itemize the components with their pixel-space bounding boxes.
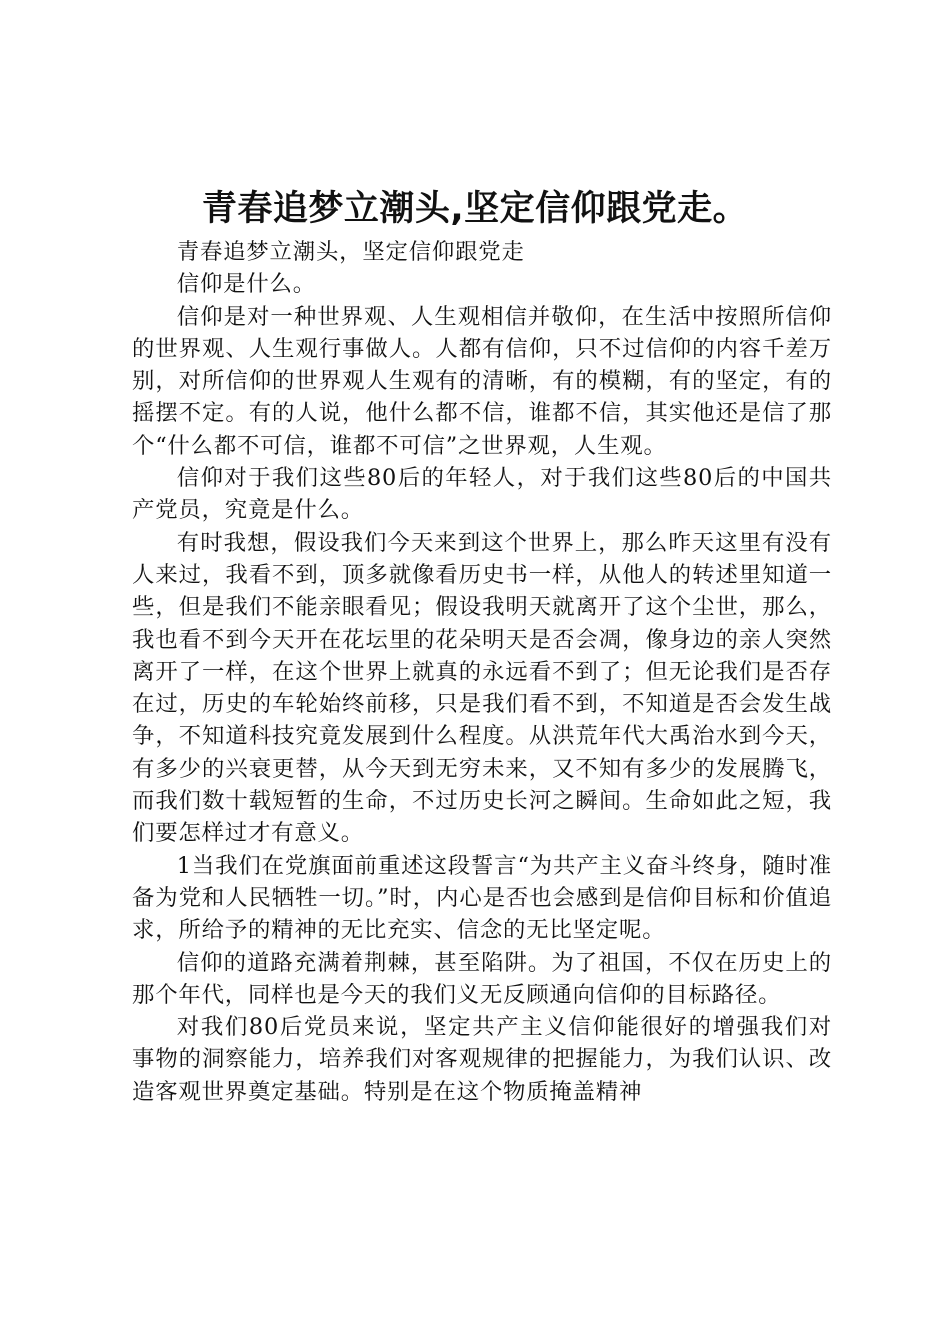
paragraph: 信仰是什么。 (176, 271, 316, 298)
paragraph: 信仰对于我们这些80后的年轻人，对于我们这些80后的中国共产党员，究竟是什么。 (132, 465, 832, 524)
paragraph: 对我们80后党员来说，坚定共产主义信仰能很好的增强我们对事物的洞察能力，培养我们对客观规律的把握能力，为我们认识、改造客观世界奠定基础。特别是在这个物质掩盖精神 (132, 1014, 832, 1105)
paragraph: 信仰的道路充满着荆棘，甚至陷阱。为了祖国，不仅在历史上的那个年代，同样也是今天的我们义无反顾通向信仰的目标路径。 (132, 949, 832, 1008)
paragraph: 信仰是对一种世界观、人生观相信并敬仰，在生活中按照所信仰的世界观、人生观行事做人。人都有信仰，只不过信仰的内容千差万别，对所信仰的世界观人生观有的清晰，有的模糊，有的坚定，有的摇摆不定。有的人说，他什么都不信，谁都不信，其实他还是信了那个“什么都不可信，谁都不可信”之世界观，人生观。 (132, 303, 832, 459)
document-body (132, 236, 832, 1108)
subtitle-paragraph: 青春追梦立潮头，坚定信仰跟党走 (176, 239, 525, 265)
paragraph: 1当我们在党旗面前重述这段誓言“为共产主义奋斗终身，随时准备为党和人民牺牲一切。”时，内心是否也会感到是信仰目标和价值追求，所给予的精神的无比充实、信念的无比坚定呢。 (132, 852, 832, 944)
document-title: 青春追梦立潮头,坚定信仰跟党走。 (201, 189, 749, 229)
paragraph: 有时我想，假设我们今天来到这个世界上，那么昨天这里有没有人来过，我看不到，顶多就像看历史书一样，从他人的转述里知道一些，但是我们不能亲眼看见；假设我明天就离开了这个尘世，那么，我也看不到今天开在花坛里的花朵明天是否会凋，像身边的亲人突然离开了一样，在这个世界上就真的永远看不到了；但无论我们是否存在过，历史的车轮始终前移，只是我们看不到，不知道是否会发生战争，不知道科技究竟发展到什么程度。从洪荒年代大禹治水到今天，有多少的兴衰更替，从今天到无穷未来，又不知有多少的发展腾飞，而我们数十载短暂的生命，不过历史长河之瞬间。生命如此之短，我们要怎样过才有意义。 (132, 529, 832, 847)
